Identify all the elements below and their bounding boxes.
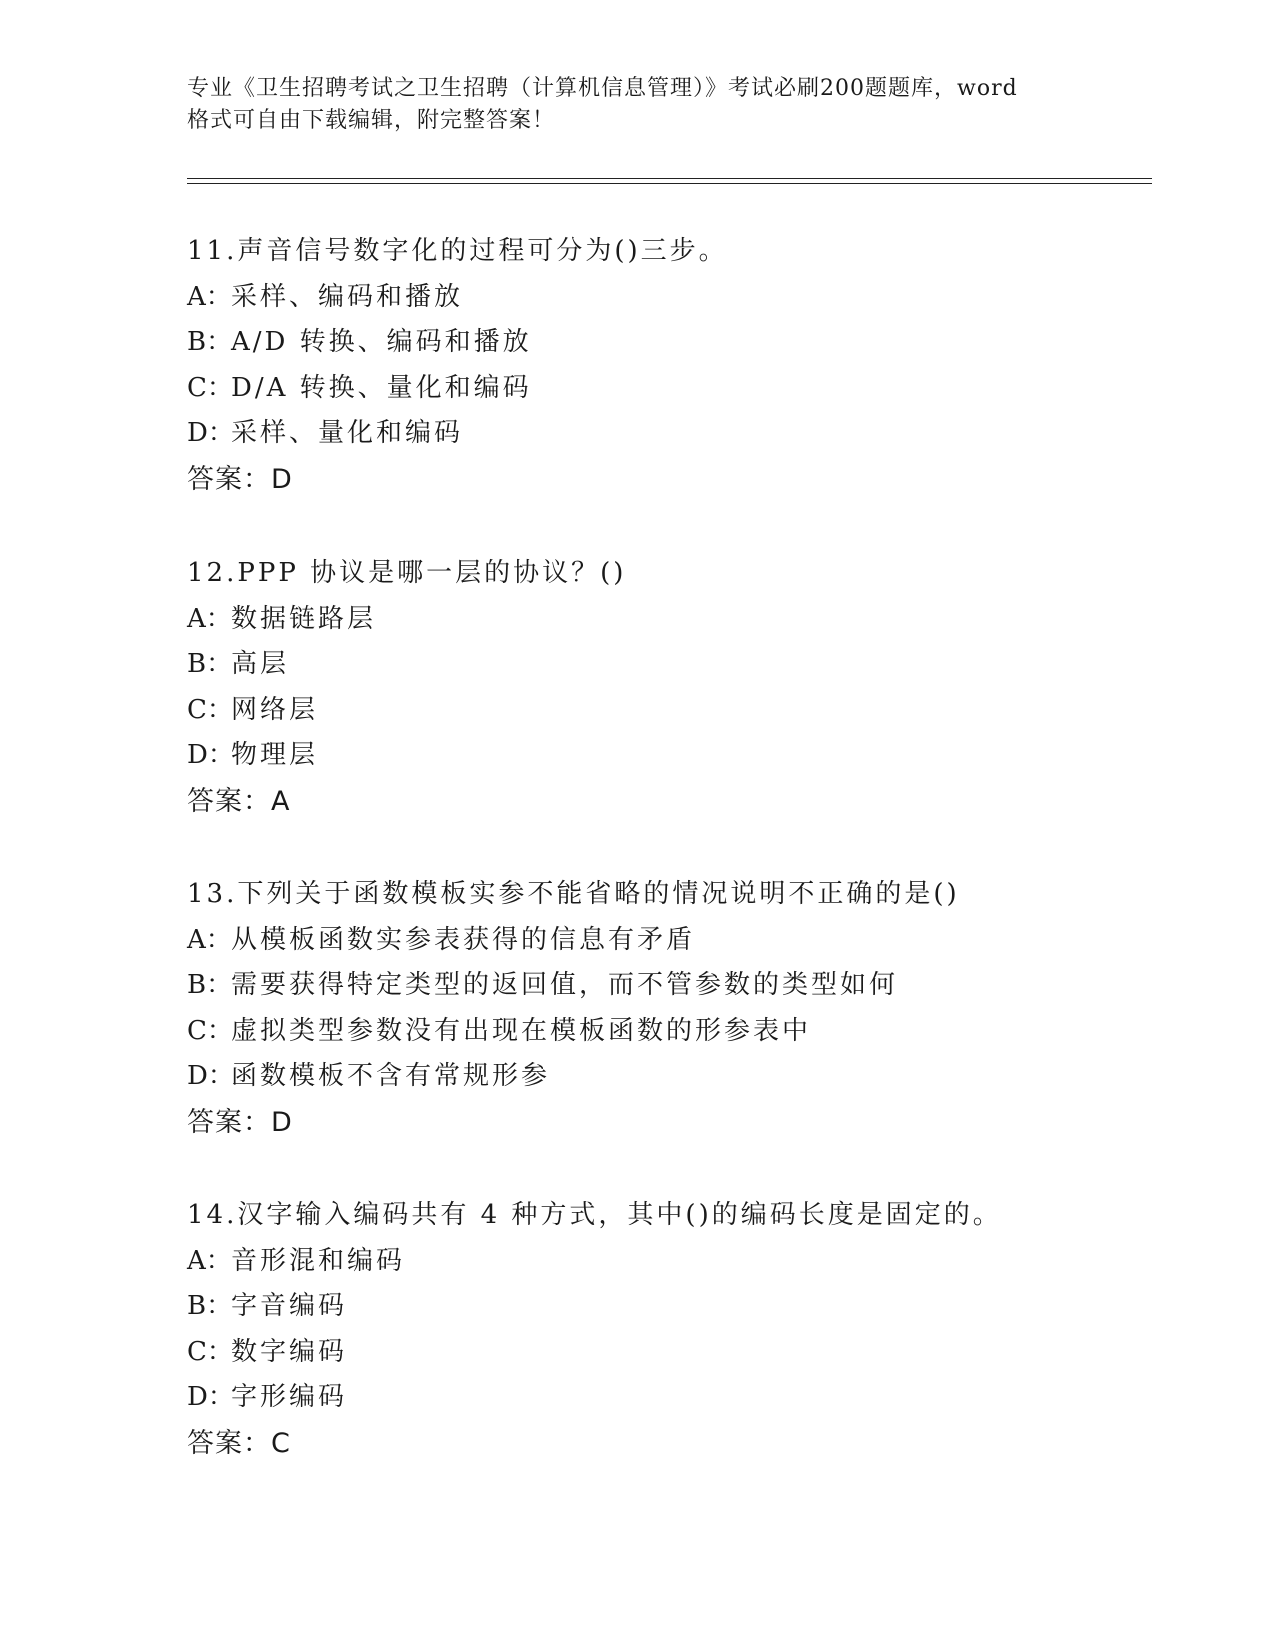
option-text: 函数模板不含有常规形参 [231,1061,551,1092]
option-letter: A： [187,1245,232,1276]
question-14 [187,1193,1147,1467]
option-c [187,1330,1147,1376]
option-text: 数据链路层 [231,603,377,634]
option-text: 字音编码 [231,1291,348,1322]
option-letter: C： [187,1015,233,1046]
option-b [187,320,1147,366]
question-stem: 14.汉字输入编码共有 4 种方式，其中()的编码长度是固定的。 [187,1200,1002,1230]
answer-label: 答案：C [187,1427,291,1459]
option-a [187,597,1147,643]
option-text: A/D 转换、编码和播放 [231,327,532,358]
header-divider-top [187,178,1152,179]
option-letter: A： [187,281,232,312]
option-letter: B： [187,970,233,1001]
question-11 [187,229,1147,503]
question-stem: 12.PPP 协议是哪一层的协议？() [187,558,627,588]
option-text: 采样、量化和编码 [231,418,464,449]
option-text: 字形编码 [231,1382,348,1413]
option-letter: C： [187,694,233,725]
header-line-1: 专业《卫生招聘考试之卫生招聘（计算机信息管理）》考试必刷200题题库，word [187,76,1018,101]
option-letter: B： [187,327,233,358]
option-text: 音形混和编码 [231,1245,406,1276]
option-text: 网络层 [231,694,319,725]
option-text: 虚拟类型参数没有出现在模板函数的形参表中 [231,1015,812,1046]
option-letter: D： [187,1382,234,1413]
question-12 [187,551,1147,825]
option-letter: A： [187,603,232,634]
option-a [187,275,1147,321]
option-d [187,1375,1147,1421]
option-text: 需要获得特定类型的返回值，而不管参数的类型如何 [231,970,899,1001]
option-text: D/A 转换、量化和编码 [231,372,532,403]
option-a [187,918,1147,964]
document-header [187,73,1087,137]
option-text: 数字编码 [231,1336,348,1367]
option-text: 物理层 [231,740,319,771]
option-letter: D： [187,740,234,771]
answer-label: 答案：D [187,1106,293,1138]
option-text: 从模板函数实参表获得的信息有矛盾 [231,924,696,955]
question-stem: 13.下列关于函数模板实参不能省略的情况说明不正确的是() [187,879,960,909]
option-letter: A： [187,924,232,955]
option-d [187,733,1147,779]
option-letter: C： [187,372,233,403]
option-c [187,688,1147,734]
option-c [187,1009,1147,1055]
option-d [187,1054,1147,1100]
question-stem: 11.声音信号数字化的过程可分为()三步。 [187,236,728,266]
option-c [187,366,1147,412]
option-letter: B： [187,649,233,680]
header-divider-bottom [187,183,1152,184]
option-d [187,411,1147,457]
option-b [187,963,1147,1009]
option-text: 采样、编码和播放 [231,281,464,312]
option-b [187,1284,1147,1330]
header-line-2: 格式可自由下载编辑，附完整答案！ [187,108,556,133]
question-13 [187,872,1147,1146]
option-a [187,1239,1147,1285]
option-letter: C： [187,1336,233,1367]
option-letter: B： [187,1291,233,1322]
answer-label: 答案：D [187,463,293,495]
option-letter: D： [187,1061,234,1092]
option-text: 高层 [231,649,290,680]
option-letter: D： [187,418,234,449]
option-b [187,642,1147,688]
answer-label: 答案：A [187,785,291,817]
